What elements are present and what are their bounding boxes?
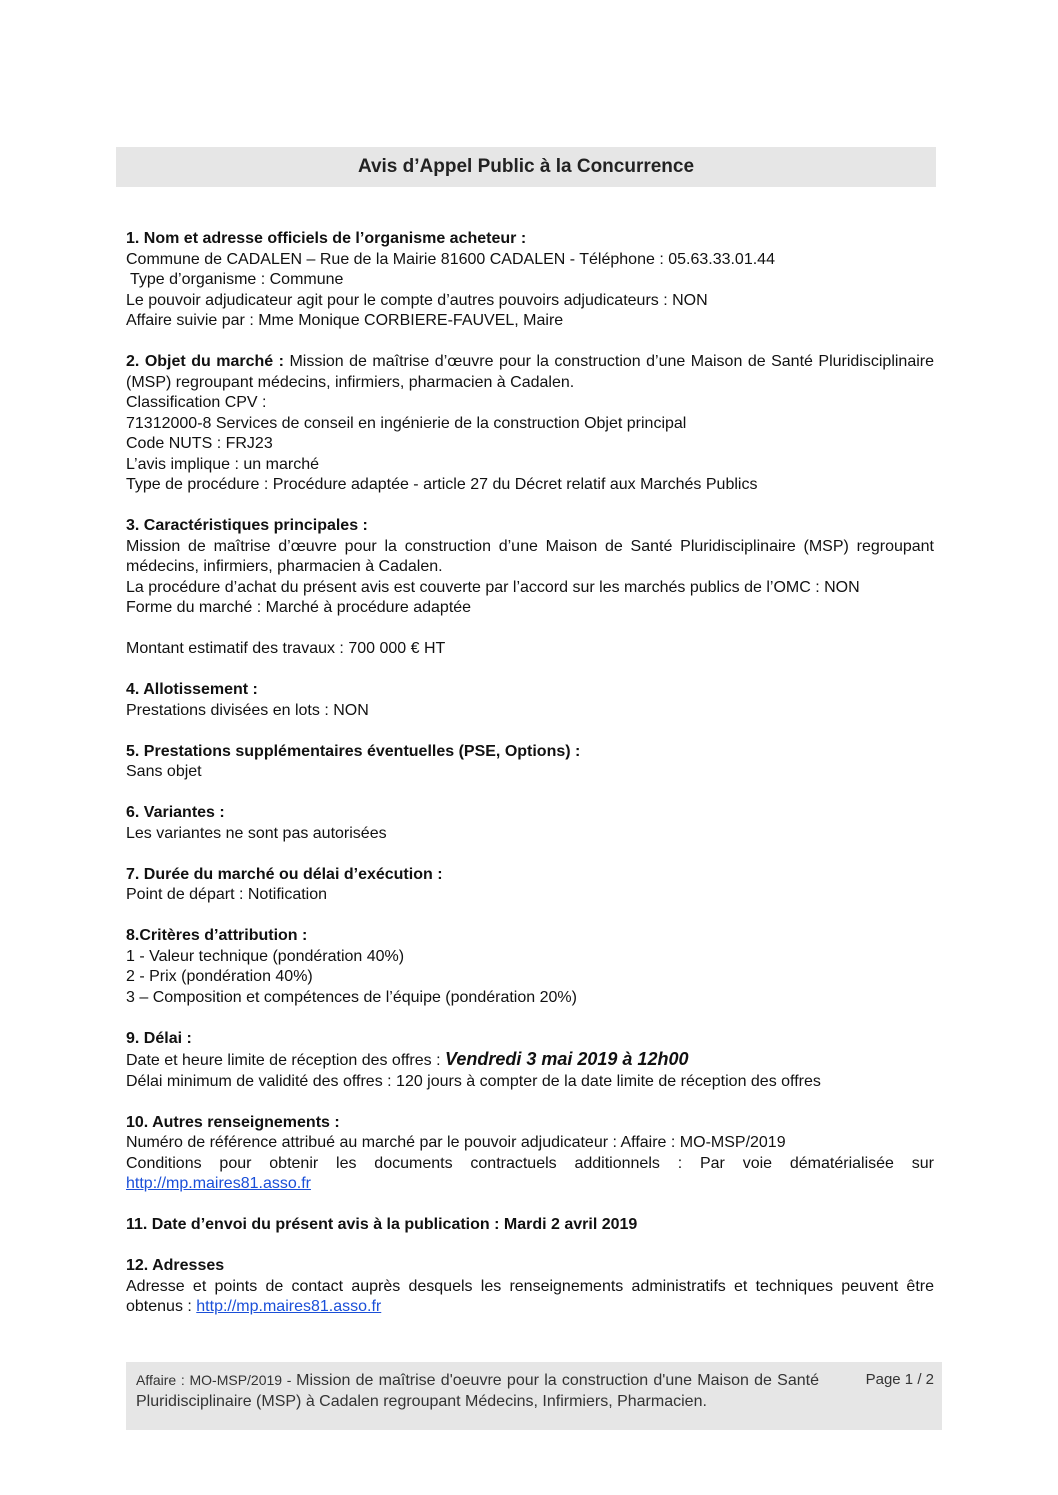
section-10 — [126, 1113, 934, 1195]
page-footer — [126, 1362, 942, 1430]
section-4-heading: 4. Allotissement : — [126, 681, 258, 698]
section-5-line: Sans objet — [126, 763, 202, 780]
section-7-line: Point de départ : Notification — [126, 886, 328, 903]
section-1-line: Affaire suivie par : Mme Monique CORBIERE-FAUVEL, Maire — [126, 312, 564, 329]
criterion-line: 2 - Prix (pondération 40%) — [126, 968, 313, 985]
section-2-line: Classification CPV : — [126, 394, 267, 411]
section-2-text: Mission de maîtrise d’œuvre pour la construction d’une Maison de Santé Pluridisciplinaire (MSP) regroupant médecins, infirmiers, pharmacien à Cadalen. — [126, 353, 935, 391]
section-1-line: Commune de CADALEN – Rue de la Mairie 81600 CADALEN - Téléphone : 05.63.33.01.44 — [126, 250, 775, 268]
page-number: Page 1 / 2 — [865, 1371, 934, 1388]
section-6-heading: 6. Variantes : — [126, 804, 225, 821]
notice-body — [126, 229, 934, 1338]
section-11-heading: 11. Date d’envoi du présent avis à la publication : Mardi 2 avril 2019 — [126, 1216, 638, 1233]
section-5 — [126, 742, 934, 783]
section-6-line: Les variantes ne sont pas autorisées — [126, 824, 387, 842]
section-4 — [126, 680, 934, 721]
section-10-heading: 10. Autres renseignements : — [126, 1113, 340, 1131]
section-12-heading: 12. Adresses — [126, 1257, 225, 1274]
section-3 — [126, 516, 934, 660]
deadline-label: Date et heure limite de réception des offres : — [126, 1052, 445, 1069]
deadline-line — [126, 1049, 934, 1072]
section-3-paragraph: La procédure d’achat du présent avis est couverte par l’accord sur les marchés publics de l’OMC : NON — [126, 578, 860, 596]
criterion-line: 3 – Composition et compétences de l’équipe (pondération 20%) — [126, 988, 577, 1006]
section-12-label: Adresse et points de contact auprès desquels les renseignements administratifs et techniques peuvent être obtenus : — [126, 1277, 934, 1315]
section-10-line: Numéro de référence attribué au marché par le pouvoir adjudicateur : Affaire : MO-MSP/2019 — [126, 1134, 786, 1151]
section-1-heading: 1. Nom et adresse officiels de l’organisme acheteur : — [126, 230, 527, 247]
document-title: Avis d’Appel Public à la Concurrence — [116, 147, 936, 187]
section-2-object — [126, 352, 934, 393]
section-10-line: Conditions pour obtenir les documents contractuels additionnels : Par voie dématérialisée sur — [126, 1154, 934, 1172]
section-3-heading: 3. Caractéristiques principales : — [126, 517, 368, 534]
spacer — [126, 619, 934, 640]
documents-link[interactable]: http://mp.maires81.asso.fr — [126, 1175, 311, 1192]
section-9-heading: 9. Délai : — [126, 1029, 192, 1047]
section-2-line: L’avis implique : un marché — [126, 455, 319, 473]
footer-text — [136, 1370, 819, 1412]
section-6 — [126, 803, 934, 844]
section-2-line: Code NUTS : FRJ23 — [126, 435, 273, 452]
section-3-amount: Montant estimatif des travaux : 700 000 € HT — [126, 640, 446, 657]
section-3-paragraph: Mission de maîtrise d’œuvre pour la construction d’une Maison de Santé Pluridisciplinaire (MSP) regroupant médecins, infirmiers, pharmacien à Cadalen. — [126, 537, 934, 575]
section-8 — [126, 926, 934, 1008]
section-8-heading: 8.Critères d’attribution : — [126, 927, 308, 944]
section-1 — [126, 229, 934, 332]
section-2-line: 71312000-8 Services de conseil en ingénierie de la construction Objet principal — [126, 414, 687, 432]
section-1-line: Type d’organisme : Commune — [130, 271, 344, 288]
section-3-paragraph: Forme du marché : Marché à procédure adaptée — [126, 599, 472, 616]
section-9-line: Délai minimum de validité des offres : 120 jours à compter de la date limite de réception des offres — [126, 1072, 821, 1090]
section-1-line: Le pouvoir adjudicateur agit pour le compte d’autres pouvoirs adjudicateurs : NON — [126, 291, 708, 309]
section-11 — [126, 1215, 934, 1236]
section-7 — [126, 865, 934, 906]
section-12-text — [126, 1277, 934, 1318]
contact-link[interactable]: http://mp.maires81.asso.fr — [196, 1298, 382, 1315]
section-2-line: Type de procédure : Procédure adaptée - article 27 du Décret relatif aux Marchés Publics — [126, 476, 758, 493]
section-7-heading: 7. Durée du marché ou délai d’exécution : — [126, 865, 443, 883]
footer-description: Mission de maîtrise d'oeuvre pour la construction d'une Maison de Santé Pluridisciplinaire (MSP) à Cadalen regroupant Médecins, Infirmiers, Pharmacien. — [136, 1372, 819, 1410]
section-9 — [126, 1029, 934, 1093]
deadline-value: Vendredi 3 mai 2019 à 12h00 — [445, 1049, 689, 1069]
footer-prefix: Affaire : MO-MSP/2019 - — [136, 1372, 297, 1388]
section-4-line: Prestations divisées en lots : NON — [126, 701, 369, 719]
criterion-line: 1 - Valeur technique (pondération 40%) — [126, 947, 405, 965]
section-5-heading: 5. Prestations supplémentaires éventuelles (PSE, Options) : — [126, 742, 581, 760]
section-2-heading: 2. Objet du marché : — [126, 353, 284, 370]
section-2 — [126, 352, 934, 496]
section-12 — [126, 1256, 934, 1318]
